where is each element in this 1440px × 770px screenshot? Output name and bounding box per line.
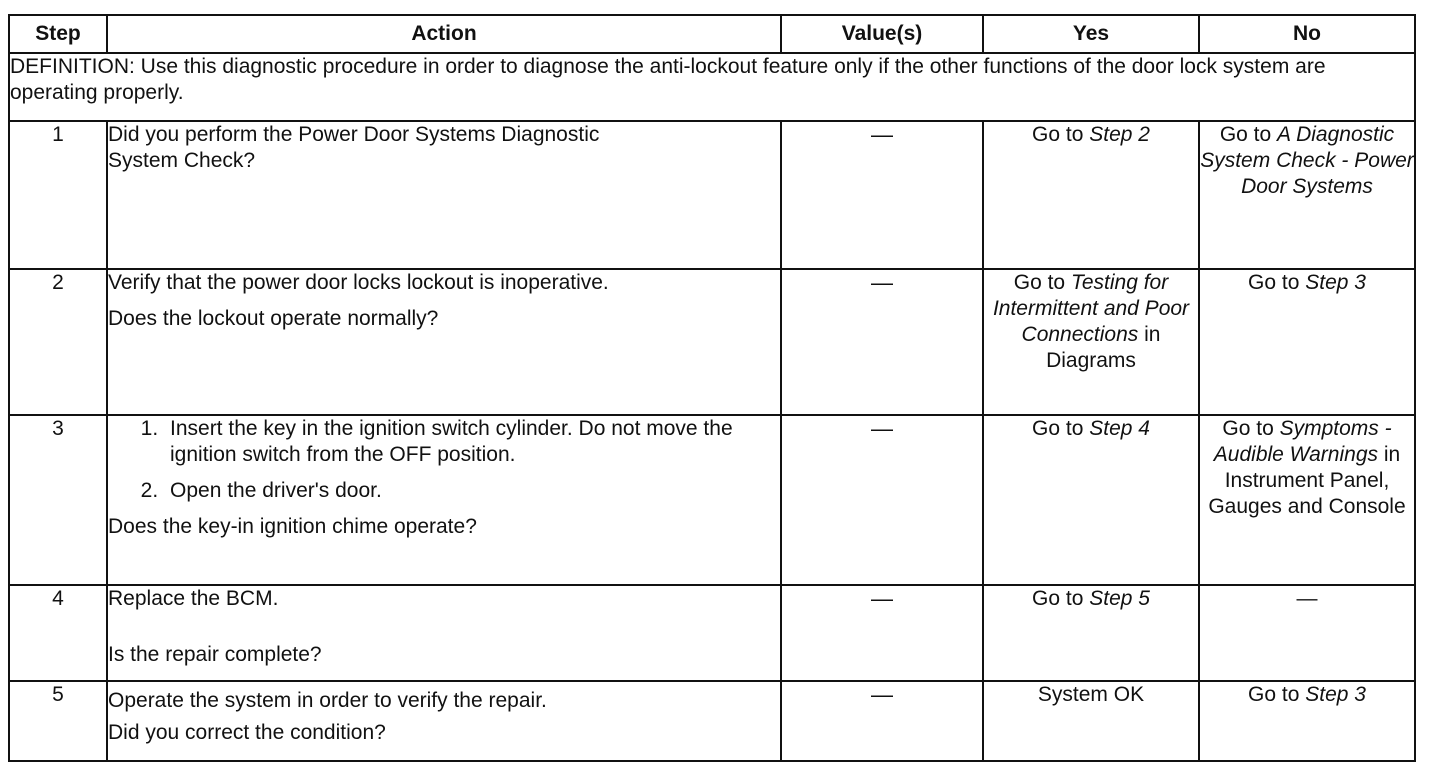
action-step-item: 1. Insert the key in the ignition switch cylinder. Do not move the ignition switch from the OFF position.: [164, 416, 780, 468]
yes-prefix: Go to: [1032, 587, 1090, 610]
no-prefix: Go to: [1248, 683, 1306, 706]
action-cell: [107, 121, 781, 269]
yes-cell: [983, 585, 1199, 681]
no-reference: Step 3: [1305, 271, 1366, 294]
action-step-item: 2. Open the driver's door.: [164, 478, 780, 504]
no-cell: [1199, 415, 1415, 585]
table-row: [9, 121, 1415, 269]
action-cell: [107, 681, 781, 761]
table-row: [9, 681, 1415, 761]
action-question: Does the key-in ignition chime operate?: [108, 515, 477, 538]
no-cell: —: [1199, 585, 1415, 681]
yes-reference: Step 2: [1089, 123, 1150, 146]
action-text: Operate the system in order to verify the repair.: [108, 689, 547, 712]
table-row: [9, 269, 1415, 415]
value-cell: —: [781, 269, 983, 415]
no-prefix: Go to: [1222, 417, 1280, 440]
yes-reference: Step 5: [1089, 587, 1150, 610]
action-text: Replace the BCM.: [108, 587, 279, 610]
action-text: Verify that the power door locks lockout is inoperative.: [108, 271, 609, 294]
no-prefix: Go to: [1248, 271, 1306, 294]
header-action: Action: [107, 15, 781, 53]
step-number: 1: [9, 121, 107, 269]
yes-prefix: Go to: [1013, 271, 1071, 294]
action-text: Did you perform the Power Door Systems Diagnostic: [108, 123, 600, 146]
header-values: Value(s): [781, 15, 983, 53]
yes-cell: [983, 121, 1199, 269]
header-no: No: [1199, 15, 1415, 53]
yes-prefix: Go to: [1032, 417, 1090, 440]
action-question: Did you correct the condition?: [108, 721, 386, 744]
step-number: 4: [9, 585, 107, 681]
no-reference: A Diagnostic System Check - Power Door Systems: [1200, 123, 1414, 198]
action-question: Is the repair complete?: [108, 643, 322, 666]
no-prefix: Go to: [1219, 123, 1278, 146]
value-cell: —: [781, 681, 983, 761]
action-steps-list: [108, 416, 780, 504]
action-cell: [107, 269, 781, 415]
yes-reference: Testing for Intermittent and Poor Connections: [992, 271, 1190, 346]
no-suffix: in Instrument Panel, Gauges and Console: [1208, 443, 1406, 518]
no-reference: Step 3: [1305, 683, 1366, 706]
step-number: 3: [9, 415, 107, 585]
value-cell: —: [781, 585, 983, 681]
action-text: System Check?: [108, 149, 256, 172]
no-cell: [1199, 681, 1415, 761]
no-reference: Symptoms - Audible Warnings: [1213, 417, 1392, 466]
yes-cell: [983, 415, 1199, 585]
yes-cell: [983, 269, 1199, 415]
yes-suffix: in Diagrams: [1046, 323, 1161, 372]
value-cell: —: [781, 121, 983, 269]
diagnostic-table: [8, 14, 1416, 762]
header-row: [9, 15, 1415, 53]
definition-text: DEFINITION: Use this diagnostic procedure in order to diagnose the anti-lockout feature only if the other functions of the door lock system are operating properly.: [9, 53, 1415, 121]
value-cell: —: [781, 415, 983, 585]
table-row: [9, 585, 1415, 681]
no-cell: [1199, 121, 1415, 269]
action-cell: [107, 415, 781, 585]
yes-cell: System OK: [983, 681, 1199, 761]
step-number: 5: [9, 681, 107, 761]
no-cell: [1199, 269, 1415, 415]
step-number: 2: [9, 269, 107, 415]
action-question: Does the lockout operate normally?: [108, 307, 439, 330]
header-step: Step: [9, 15, 107, 53]
definition-row: [9, 53, 1415, 121]
yes-reference: Step 4: [1089, 417, 1150, 440]
table-row: [9, 415, 1415, 585]
header-yes: Yes: [983, 15, 1199, 53]
action-cell: [107, 585, 781, 681]
yes-prefix: Go to: [1032, 123, 1090, 146]
